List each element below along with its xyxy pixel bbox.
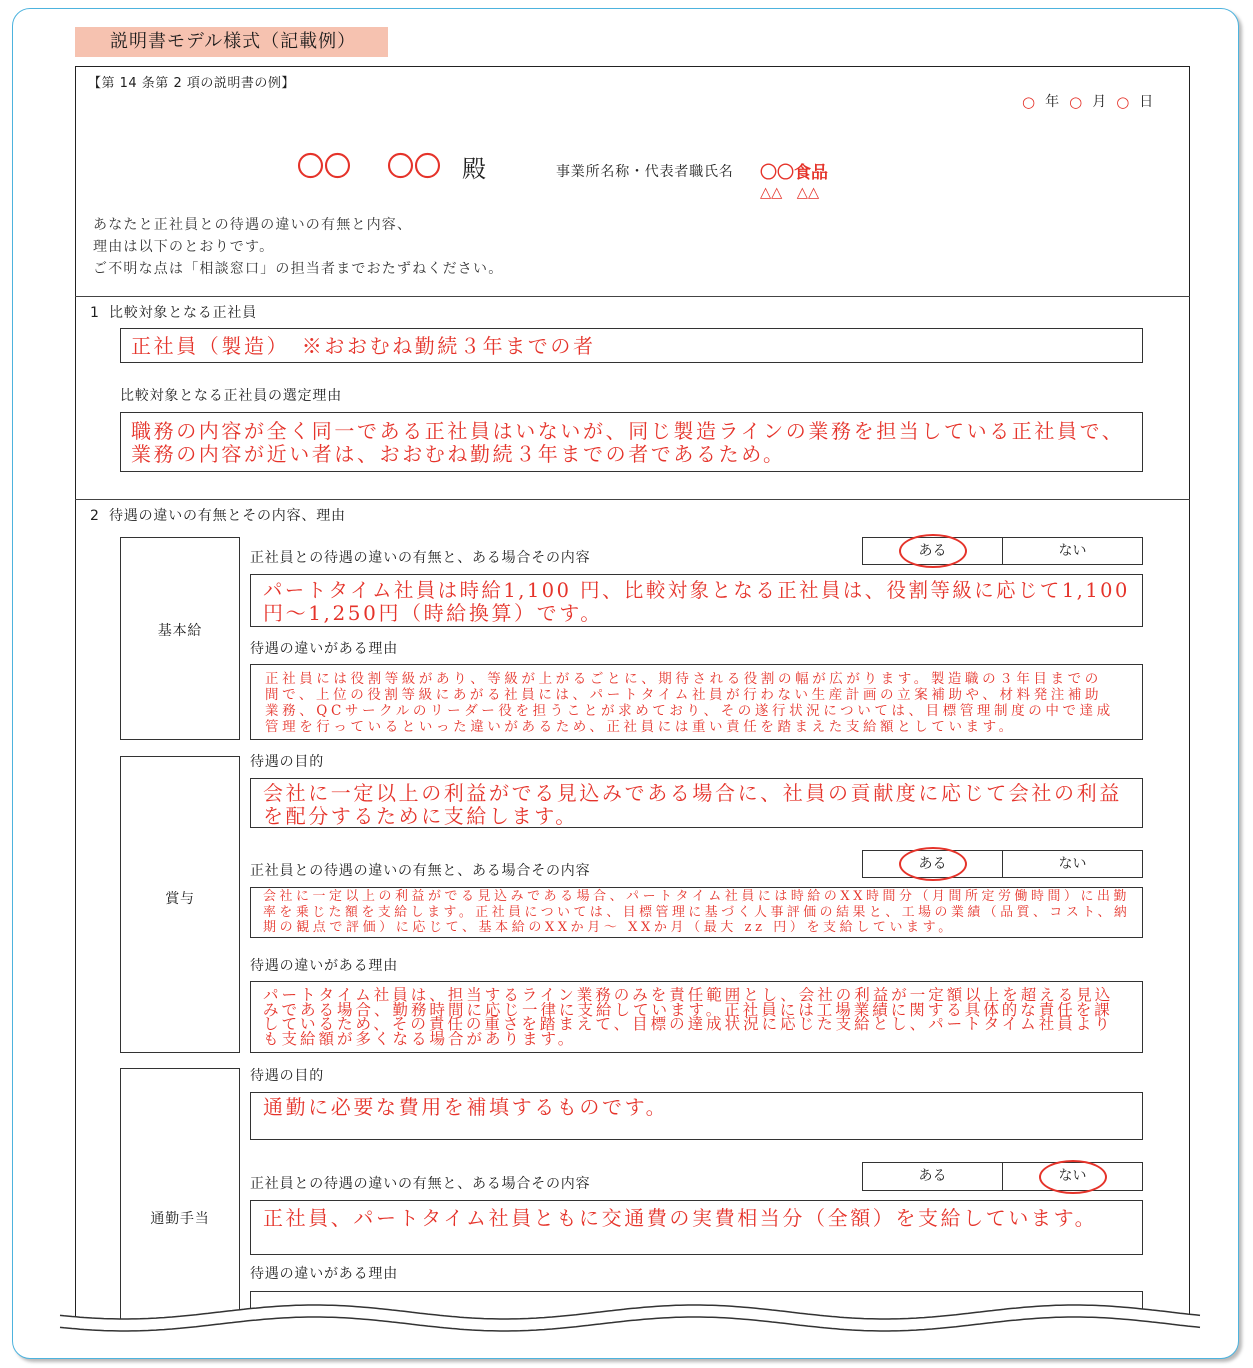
difference-line: パートタイム社員は時給1,100 円、比較対象となる正社員は、役割等級に応じて1,100: [263, 578, 1130, 602]
selection-circle: [1039, 1160, 1107, 1194]
reason-line: 間で、上位の役割等級にあがる社員には、パートタイム社員が行わない生産計画の立案補助や、材料発注補助: [265, 687, 1103, 703]
section1-number: 1: [90, 305, 100, 321]
addressee-honorific: 殿: [462, 155, 486, 183]
reason-label: 待遇の違いがある理由: [250, 958, 398, 974]
purpose-line: 通勤に必要な費用を補填するものです。: [263, 1095, 669, 1119]
reason-line: 管理を行っているといった違いがあるため、正社員には重い責任を踏まえた支給額としています。: [265, 719, 1016, 735]
comparison-employee-text: 正社員（製造） ※おおむね勤続３年までの者: [131, 334, 596, 358]
intro-line: ご不明な点は「相談窓口」の担当者までおたずねください。: [93, 261, 504, 277]
choice-cell-no: [1002, 538, 1142, 564]
difference-line: 会社に一定以上の利益がでる見込みである場合、パートタイム社員には時給のXX時間分（月間所定労働時間）に出勤: [263, 889, 1131, 904]
addressee-surname: 〇〇: [297, 152, 351, 183]
addressee-given-name: 〇〇: [387, 152, 441, 183]
choice-label: ある: [918, 543, 947, 559]
day-unit: 日: [1139, 94, 1154, 110]
choice-label: ない: [1058, 543, 1087, 559]
reason-line: みである場合、勤務時間に応じ一律に支給しています。正社員には工場業績に関する具体的な責任を課: [263, 1000, 1113, 1019]
choice-cell-no: [1002, 1163, 1142, 1190]
choice-cell-yes: [863, 851, 1002, 877]
section-divider: [75, 499, 1190, 500]
reason-label: 待遇の違いがある理由: [250, 641, 398, 657]
day-placeholder: ○: [1116, 93, 1130, 111]
difference-box-bonus: [250, 887, 1143, 938]
section-divider: [75, 296, 1190, 297]
difference-line: 円～1,250円（時給換算）です。: [263, 601, 603, 625]
intro-line: 理由は以下のとおりです。: [93, 239, 275, 255]
selection-reason-line: 職務の内容が全く同一である正社員はいないが、同じ製造ラインの業務を担当している正社員で、: [131, 419, 1125, 443]
reason-line: パートタイム社員は、担当するライン業務のみを責任範囲とし、会社の利益が一定額以上を超える見込: [263, 986, 1114, 1004]
purpose-line: を配分するために支給します。: [263, 804, 578, 828]
item-name-bonus: 賞与: [165, 891, 195, 907]
selection-reason-box: [120, 412, 1143, 472]
reason-line: しているため、その責任の重さを踏まえて、目標の達成状況に応じた支給とし、パートタイム社員より: [263, 1015, 1113, 1033]
difference-label: 正社員との待遇の違いの有無と、ある場合その内容: [250, 550, 591, 566]
date-line: [1022, 93, 1153, 111]
item-name-base-salary: 基本給: [157, 623, 203, 639]
difference-label: 正社員との待遇の違いの有無と、ある場合その内容: [250, 863, 591, 879]
reason-box-bonus: [250, 981, 1143, 1053]
employer-representative-name: △△ △△: [760, 185, 820, 201]
employer-company-name: 〇〇食品: [760, 163, 828, 183]
selection-circle: [899, 847, 967, 881]
selection-reason-line: 業務の内容が近い者は、おおむね勤続３年までの者であるため。: [131, 442, 786, 466]
difference-choice-base-salary: [862, 537, 1143, 565]
selection-circle: [899, 534, 967, 568]
difference-box-commuting-allowance: [250, 1200, 1143, 1255]
document-title-tag: 説明書モデル様式（記載例）: [75, 27, 388, 57]
choice-cell-yes: [863, 538, 1002, 564]
reason-box-base-salary: [250, 664, 1143, 740]
year-unit: 年: [1045, 94, 1060, 110]
section1-heading: [90, 304, 257, 322]
difference-choice-commuting-allowance: [862, 1162, 1143, 1191]
purpose-label: 待遇の目的: [250, 754, 324, 770]
intro-text: [93, 214, 503, 280]
choice-label: ない: [1058, 856, 1087, 872]
section2-number: 2: [90, 508, 100, 524]
purpose-label: 待遇の目的: [250, 1068, 324, 1084]
section2-title: 待遇の違いの有無とその内容、理由: [109, 508, 346, 524]
difference-label: 正社員との待遇の違いの有無と、ある場合その内容: [250, 1176, 591, 1192]
difference-choice-bonus: [862, 850, 1143, 878]
choice-label: ある: [918, 856, 947, 872]
choice-cell-no: [1002, 851, 1142, 877]
choice-cell-yes: [863, 1163, 1002, 1190]
reason-line: 業務、QCサークルのリーダー役を担うことが求めており、その遂行状況については、目標管理制度の中で達成: [265, 703, 1114, 719]
difference-line: 期の観点で評価）に応じて、基本給のXXか月～ XXか月（最大 zz 円）を支給しています。: [263, 920, 955, 935]
intro-line: あなたと正社員との待遇の違いの有無と内容、: [93, 217, 413, 233]
month-placeholder: ○: [1069, 93, 1083, 111]
comparison-employee-box: [120, 328, 1143, 363]
month-unit: 月: [1092, 94, 1107, 110]
section1-title: 比較対象となる正社員: [109, 305, 257, 321]
article-reference: 【第 14 条第 2 項の説明書の例】: [88, 76, 295, 91]
year-placeholder: ○: [1022, 93, 1036, 111]
purpose-box-commuting-allowance: [250, 1092, 1143, 1140]
choice-label: ある: [918, 1168, 947, 1184]
employer-label: 事業所名称・代表者職氏名: [556, 164, 734, 180]
difference-line: 正社員、パートタイム社員ともに交通費の実費相当分（全額）を支給しています。: [263, 1206, 1098, 1230]
reason-line: も支給額が多くなる場合があります。: [263, 1029, 577, 1048]
section2-heading: [90, 507, 346, 525]
purpose-line: 会社に一定以上の利益がでる見込みである場合に、社員の貢献度に応じて会社の利益: [263, 781, 1122, 805]
selection-reason-label: 比較対象となる正社員の選定理由: [120, 388, 342, 404]
purpose-box-bonus: [250, 778, 1143, 828]
difference-line: 率を乗じた額を支給します。正社員については、目標管理に基づく人事評価の結果と、工場の業績（品質、コスト、納: [263, 904, 1131, 920]
reason-line: 正社員には役割等級があり、等級が上がるごとに、期待される役割の幅が広がります。製造職の３年目までの: [265, 671, 1102, 687]
torn-edge-fill: [60, 1305, 1200, 1352]
torn-edge: [45, 1290, 1210, 1352]
choice-label: ない: [1058, 1168, 1087, 1184]
reason-label: 待遇の違いがある理由: [250, 1266, 398, 1282]
item-name-commuting-allowance: 通勤手当: [150, 1211, 210, 1227]
difference-box-base-salary: [250, 574, 1143, 627]
